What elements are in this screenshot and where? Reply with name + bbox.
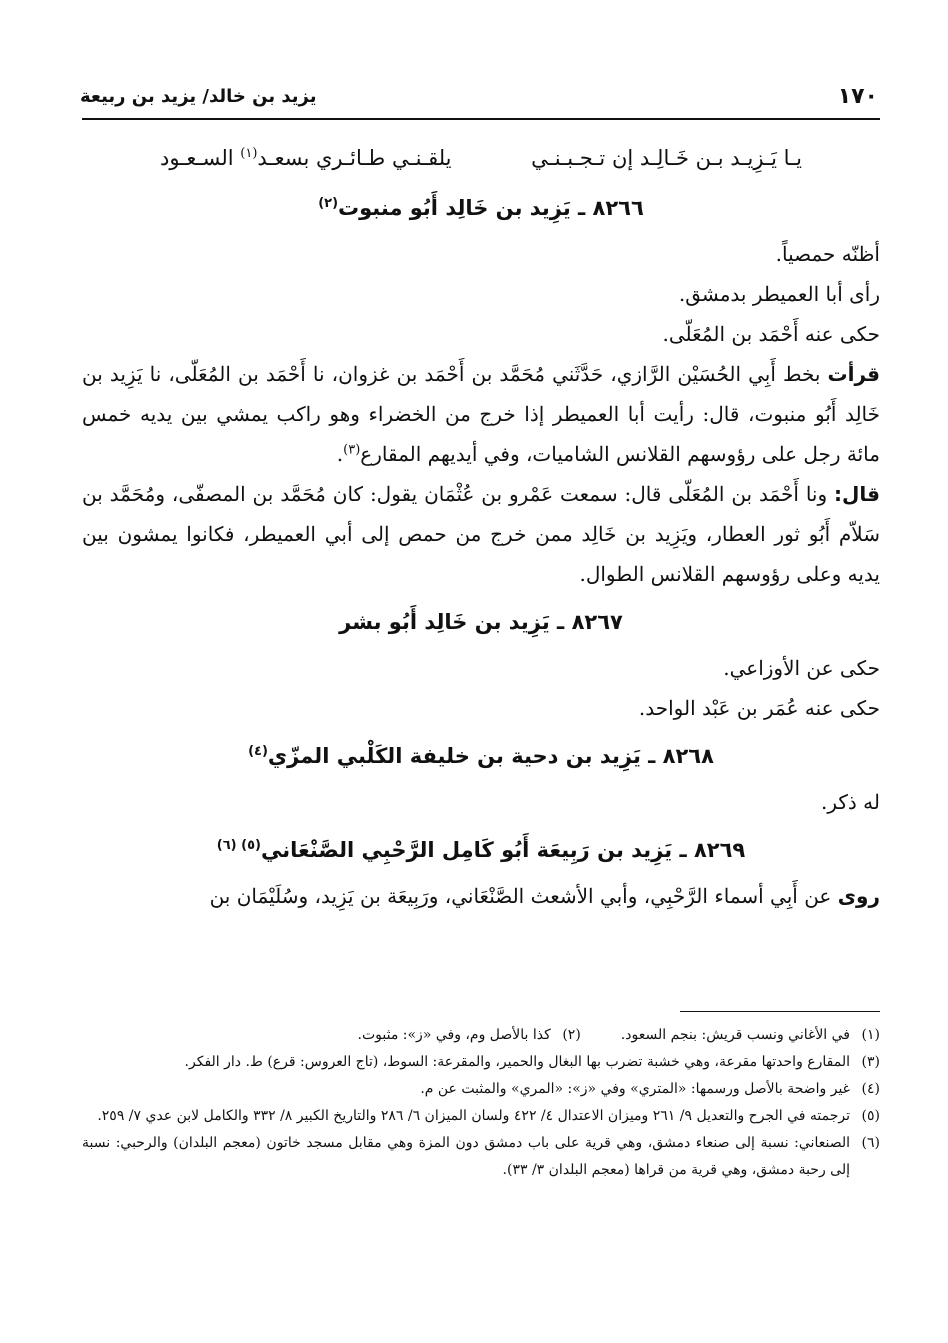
footnote-number: (٥) [861,1108,880,1124]
paragraph-lead-word: روى [837,884,880,908]
footnote-4 [82,1076,880,1103]
text-line: حكى عنه عُمَر بن عَبْد الواحد. [638,696,880,720]
verse-hemistich-left [160,136,452,180]
text-line: حكى عنه أَحْمَد بن المُعَلّى. [662,322,880,346]
footnote-ref-3: (٣) [343,442,361,458]
paragraph-text: بخط أَبِي الحُسَيْن الرَّازي، حَدَّثَني مُحَمَّد بن أَحْمَد بن غزوان، نا أَحْمَد بن المُعَلّى، نا يَزِيد بن خَالِد أَبُو منبوت، قال: رأيت أبا العميطر إذا خرج من الخضراء وهو راكب يمشي بين يديه خمس مائة رجل على رؤوسهم القلانس الشاميات، وفي أيديهم المقارع [82,362,880,466]
text-line: أظنّه حمصياً. [775,242,880,266]
page-number: ١٧٠ [837,83,878,109]
text-line: حكى عن الأوزاعي. [723,656,880,680]
footnote-1 [621,1022,880,1049]
footnote-text: ترجمته في الجرح والتعديل ٩/ ٢٦١ وميزان الاعتدال ٤/ ٤٢٢ ولسان الميزان ٦/ ٢٨٦ والتاريخ الكبير ٨/ ٣٣٢ والكامل لابن عدي ٧/ ٢٥٩. [97,1108,850,1124]
entry-title-text: ٨٢٦٦ ـ يَزِيد بن خَالِد أَبُو منبوت [338,196,644,220]
footnote-3 [82,1049,880,1076]
footnote-text: الصنعاني: نسبة إلى صنعاء دمشق، وهي قرية على باب دمشق دون المزة وهي مقابل مسجد خاتون (معجم البلدان) والرحبي: نسبة إلى رحبة دمشق، وهي قرية من قراها (معجم البلدان ٣/ ٣٣). [82,1135,850,1178]
footnotes [82,1022,880,1184]
footnote-text: المقارع واحدتها مقرعة، وهي خشبة تضرب بها البغال والحمير، والمقرعة: السوط، (تاج العروس: قرع) ط. دار الفكر. [184,1054,850,1070]
paragraph-end: . [336,442,344,466]
footnote-text: كذا بالأصل وم، وفي «ز»: مثبوت. [357,1027,551,1043]
page-header [80,74,878,118]
entry-title-8269 [82,828,880,872]
footnote-text: في الأغاني ونسب قريش: بنجم السعود. [620,1027,850,1043]
text-line: رأى أبا العميطر بدمشق. [678,282,880,306]
footnote-6 [82,1130,880,1184]
narration-paragraph [82,876,880,916]
footnote-number: (٦) [861,1135,880,1151]
footnote-ref-2: (٢) [318,196,339,211]
footnote-2 [358,1022,581,1049]
verse-left-end: السـعـود [160,146,241,170]
poetry-verse [82,136,880,180]
footnote-text: غير واضحة بالأصل ورسمها: «المتري» وفي «ز»: «المري» والمثبت عن م. [420,1081,850,1097]
entry-title-8267: ٨٢٦٧ ـ يَزِيد بن خَالِد أَبُو بشر [339,610,623,634]
verse-hemistich-right: يـا يَـزِيـد بـن خَـالِـد إن تـجـبـنـي [531,146,802,170]
footnote-number: (٢) [562,1027,581,1043]
paragraph-lead-word: قال: [834,482,880,506]
verse-left-text: يلقـنـي طـائـري بسعـد [257,146,452,170]
entry-title-8268 [82,734,880,778]
footnote-row [82,1022,880,1049]
footnote-divider [680,1011,880,1012]
entry-title-8266 [82,186,880,230]
paragraph-text: عن أَبِي أسماء الرَّحْبِي، وأبي الأشعث الصَّنْعَاني، ورَبِيعَة بن يَزِيد، وسُلَيْمَان بن [209,884,838,908]
running-title: يزيد بن خالد/ يزيد بن ربيعة [80,85,317,107]
paragraph-lead-word: قرأت [827,362,880,386]
narration-paragraph [82,354,880,474]
footnote-ref-4: (٤) [248,744,268,759]
footnote-number: (١) [861,1027,880,1043]
text-line: له ذكر. [821,790,880,814]
paragraph-text: ونا أَحْمَد بن المُعَلّى قال: سمعت عَمْرو بن عُثْمَان يقول: كان مُحَمَّد بن المصفّى، ومُحَمَّد بن سَلاّم أَبُو ثور العطار، ويَزِيد بن خَالِد ممن خرج من حمص إلى أبي العميطر، فكانوا يمشون بين يديه وعلى رؤوسهم القلانس الطوال. [82,482,880,586]
entry-title-text: ٨٢٦٨ ـ يَزِيد بن دحية بن خليفة الكَلْبي المزّي [267,744,714,768]
footnote-ref-1: (١) [240,146,258,161]
main-text [82,136,880,916]
header-divider [82,118,880,120]
footnote-ref-5-6: (٥) (٦) [216,838,261,853]
footnote-number: (٤) [861,1081,880,1097]
narration-paragraph [82,474,880,594]
footnote-number: (٣) [861,1054,880,1070]
footnote-5 [82,1103,880,1130]
entry-title-text: ٨٢٦٩ ـ يَزِيد بن رَبِيعَة أَبُو كَامِل الرَّحْبِي الصَّنْعَاني [260,838,746,862]
